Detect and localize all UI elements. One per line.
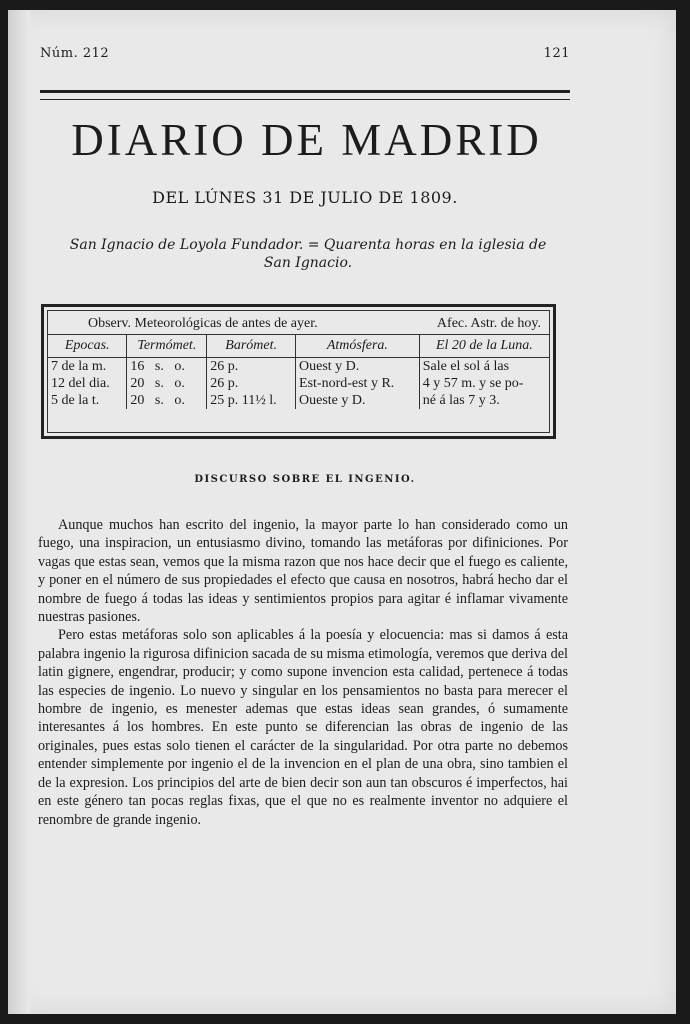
newspaper-page: [8, 10, 676, 1014]
weather-table: [48, 335, 549, 409]
date-line: DEL LÚNES 31 DE JULIO DE 1809.: [152, 188, 458, 207]
paragraph: Pero estas metáforas solo son aplicables á la poesía y elocuencia: mas si damos á esta palabra ingenio la rigurosa difinicion sacada de su misma etimología, veremos que deriva del latin gignere, engendrar, producir; y como supone invencion esta calidad, pertenece á todas las especies de ingenio. Lo nuevo y singular en los pensamientos no basta para merecer el hombre de ingenio, es menester ademas que estas ideas sean grandes, ó sumamente interesantes á los hombres. En este punto se diferencian las obras de ingenio de las originales, pues estas solo tienen el carácter de la singularidad. Por otra parte no debemos entender simplemente por ingenio el de la invencion en el plan de una obra, sino tambien el de la expresion. Los principios del arte de bien decir son aun tan obscuros é imperfectos, hai en este género tan pocas reglas fixas, que el que no es realmente inventor no adquiere el renombre de grande ingenio.: [38, 627, 568, 828]
col-epocas: Epocas.: [48, 335, 127, 358]
cell-epoca: 12 del dia.: [48, 375, 127, 392]
cell-atmosfera: Est-nord-est y R.: [296, 375, 420, 392]
header-rule: [40, 90, 570, 100]
col-atmosfera: Atmósfera.: [296, 335, 420, 358]
paragraph: Aunque muchos han escrito del ingenio, la mayor parte lo han considerado como un fuego, una inspiracion, un entusiasmo divino, tomando las metáforas por difiniciones. Por vagas que estas sean, vemos que la misma razon que nos hace decir que el fuego es caliente, y poner en el número de sus propiedades el efecto que causa en nosotros, habrá hecho dar el nombre de fuego á todas las ideas y sentimientos propios para agitar é inflamar vivamente nuestras pasiones.: [38, 517, 568, 626]
masthead-title: DIARIO DE MADRID: [71, 115, 542, 165]
cell-barometro: 26 p.: [207, 358, 296, 376]
col-termometro: Termómet.: [127, 335, 207, 358]
cell-atmosfera: Oueste y D.: [296, 392, 420, 409]
col-barometro: Barómet.: [207, 335, 296, 358]
table-row: [48, 392, 549, 409]
weather-title: Observ. Meteorológicas de antes de ayer.: [88, 316, 318, 331]
cell-barometro: 25 p. 11½ l.: [207, 392, 296, 409]
cell-termometro: 16 s. o.: [127, 358, 207, 376]
table-row: [48, 358, 549, 376]
page-number: 121: [543, 46, 570, 61]
cell-termometro: 20 s. o.: [127, 375, 207, 392]
cell-luna: né á las 7 y 3.: [422, 393, 500, 408]
cell-termometro: 20 s. o.: [127, 392, 207, 409]
page-spine-shadow: [8, 10, 30, 1014]
table-row: [48, 375, 549, 392]
cell-luna: Sale el sol á las: [422, 359, 510, 374]
page-header: [40, 46, 570, 61]
cell-epoca: 7 de la m.: [48, 358, 127, 376]
col-luna: El 20 de la Luna.: [419, 335, 549, 358]
article-body: [38, 516, 568, 829]
cell-luna: 4 y 57 m. y se po-: [422, 376, 524, 391]
article-title: DISCURSO SOBRE EL INGENIO.: [194, 474, 416, 485]
cell-barometro: 26 p.: [207, 375, 296, 392]
issue-number: Núm. 212: [40, 46, 110, 61]
cell-atmosfera: Ouest y D.: [296, 358, 420, 376]
astro-title: Afec. Astr. de hoy.: [436, 316, 541, 331]
saint-of-the-day: San Ignacio de Loyola Fundador. = Quarenta horas en la iglesia de San Ignacio.: [69, 237, 547, 271]
cell-epoca: 5 de la t.: [48, 392, 127, 409]
weather-observations-box: [41, 304, 556, 439]
weather-title-row: [48, 311, 549, 335]
